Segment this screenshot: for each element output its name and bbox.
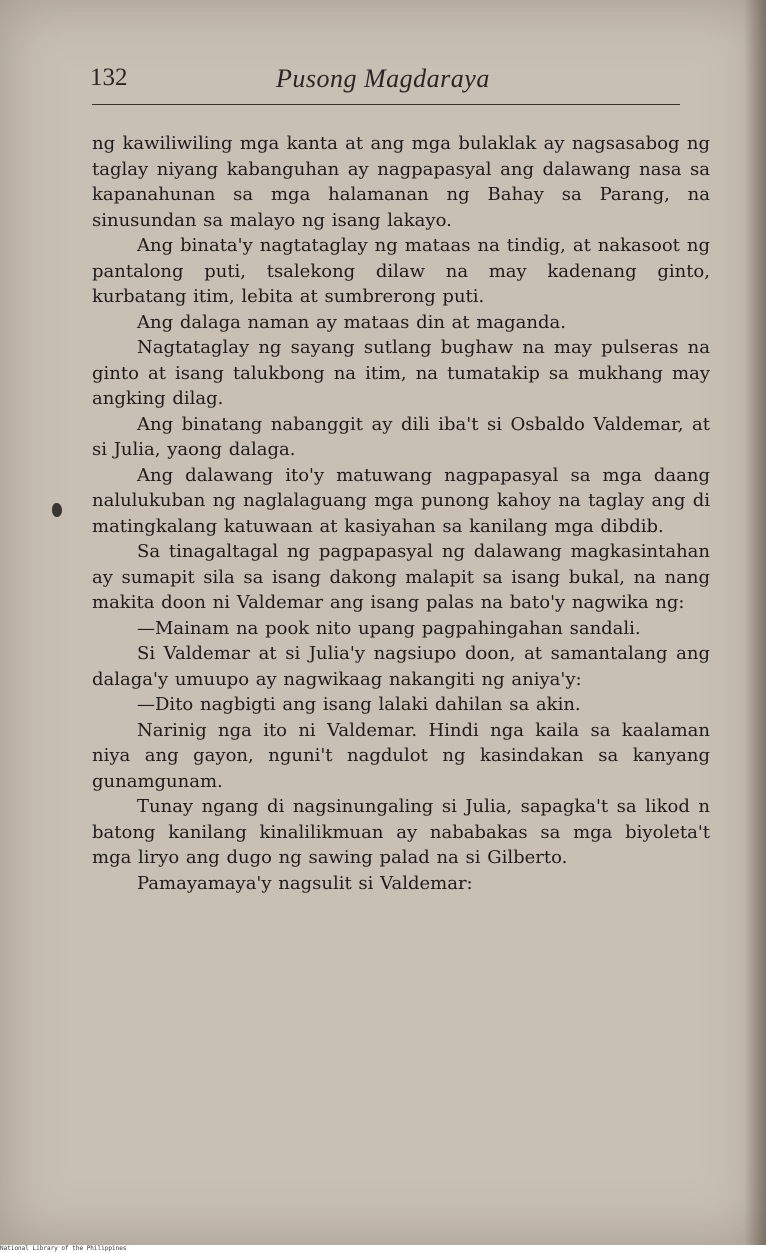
paragraph: Nagtataglay ng sayang sutlang bughaw na may pulseras na ginto at isang talukbong na itim, na tumatakip sa mukhang may angking dilag. <box>92 337 710 409</box>
paragraph: Sa tinagaltagal ng pagpapasyal ng dalawang magkasintahan ay sumapit sila sa isang dakong malapit sa isang bukal, na nang makita doon ni Valdemar ang isang palas na bato'y nagwika ng: <box>92 541 710 613</box>
paragraph: Ang dalawang ito'y matuwang nagpapasyal sa mga daang nalulukuban ng naglalaguang mga punong kahoy na taglay ang di matingkalang katuwaan at kasiyahan sa kanilang mga dibdib. <box>92 464 710 537</box>
paragraph: Ang binata'y nagtataglay ng mataas na tindig, at nakasoot ng pantalong puti, tsalekong dilaw na may kadenang ginto, kurbatang itim, lebita at sumbrerong puti. <box>92 235 710 307</box>
paragraph: Pamayamaya'y nagsulit si Valdemar: <box>137 872 473 894</box>
paragraph: Si Valdemar at si Julia'y nagsiupo doon, at samantalang ang dalaga'y umuupo ay nagwikaag nakangiti ng aniya'y: <box>92 643 710 690</box>
library-credit: National Library of the Philippines <box>0 1245 127 1252</box>
ink-blot-mark <box>52 503 62 517</box>
paragraph: —Mainam na pook nito upang pagpahingahan sandali. <box>137 617 641 639</box>
page-edge-shadow <box>744 0 766 1245</box>
paragraph: Ang dalaga naman ay mataas din at maganda. <box>137 311 566 333</box>
paragraph: Narinig nga ito ni Valdemar. Hindi nga kaila sa kaalaman niya ang gayon, nguni't nagdulot ng kasindakan sa kanyang gunamgunam. <box>92 719 710 792</box>
paragraph: —Dito nagbigti ang isang lalaki dahilan sa akin. <box>137 694 581 715</box>
paragraph: Ang binatang nabanggit ay dili iba't si Osbaldo Valdemar, at si Julia, yaong dalaga. <box>92 413 710 460</box>
running-title: Pusong Magdaraya <box>276 64 490 93</box>
page-number: 132 <box>90 64 128 91</box>
page-header <box>90 64 680 98</box>
paragraph: Tunay ngang di nagsinungaling si Julia, sapagka't sa likod n batong kanilang kinalilikmuan ay nababakas sa mga biyoleta't mga liryo ang dugo ng sawing palad na si Gilberto. <box>92 796 710 868</box>
paragraph: ng kawiliwiling mga kanta at ang mga bulaklak ay nagsasabog ng taglay niyang kabanguhan ay nagpapasyal ang dalawang nasa sa kapanahunan sa mga halamanan ng Bahay sa Parang, na sinusundan sa malayo ng isang lakayo. <box>92 133 710 231</box>
body-text <box>92 131 710 896</box>
header-rule <box>92 104 680 105</box>
